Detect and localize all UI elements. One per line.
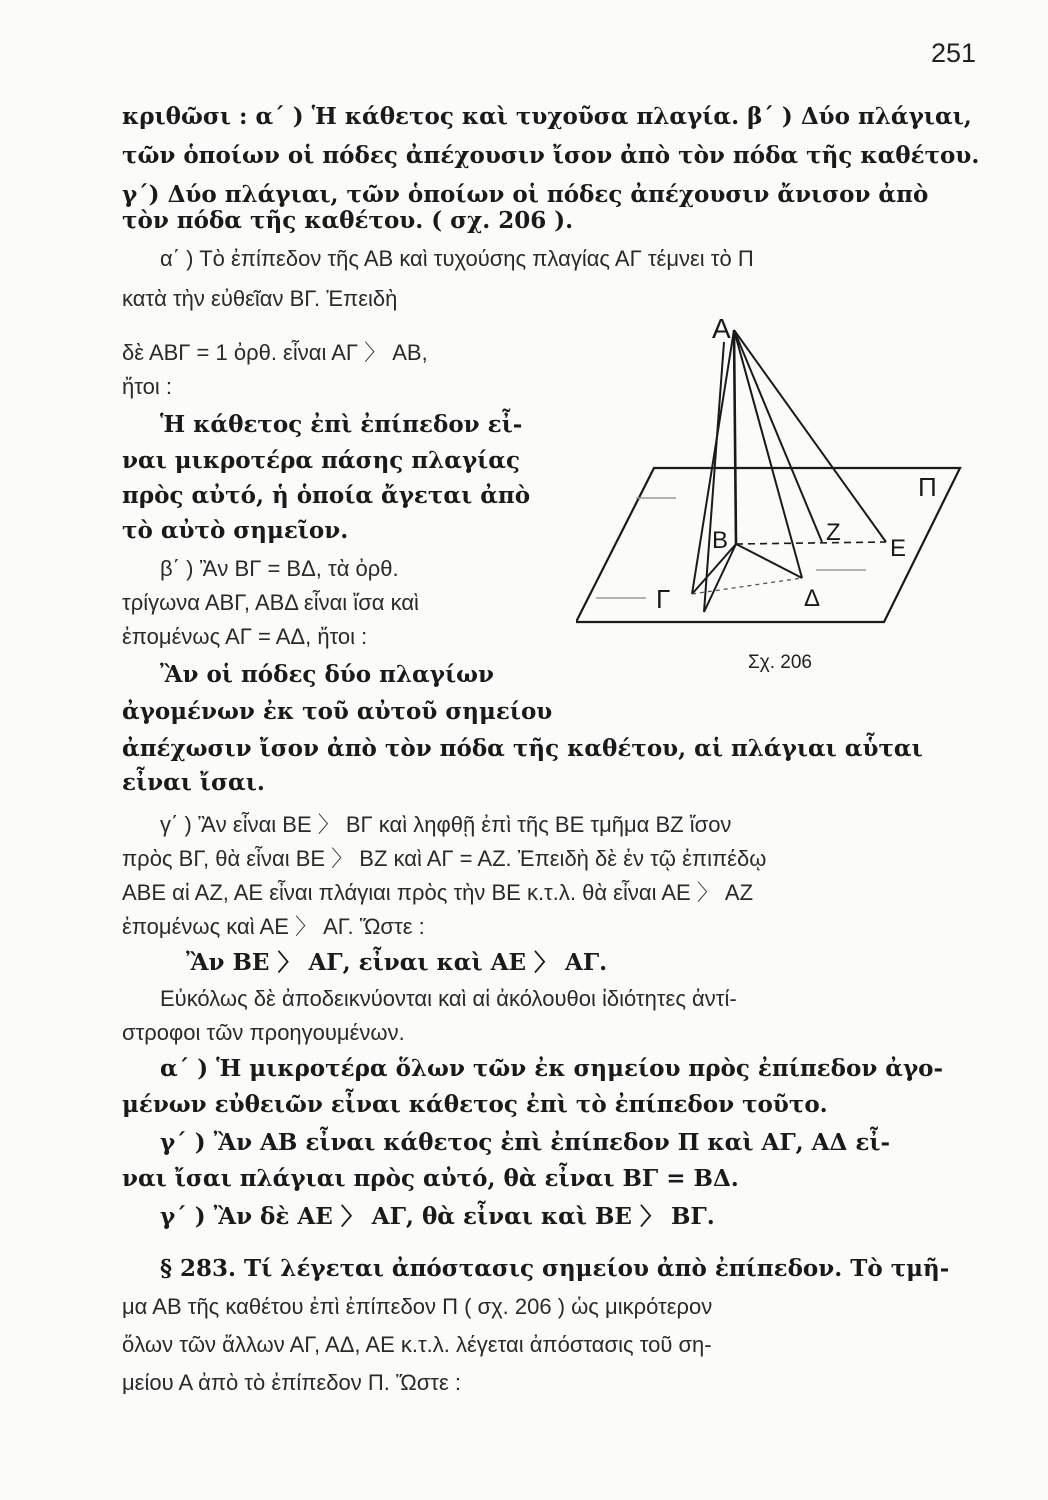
text-line: τὸ αὐτὸ σημεῖον. — [122, 517, 349, 544]
text-line: Εὐκόλως δὲ ἀποδεικνύονται καὶ αἱ ἀκόλουθοι ἰδιότητες ἀντί- — [160, 986, 737, 1011]
text-line: α΄ ) Τὸ ἐπίπεδον τῆς ΑΒ καὶ τυχούσης πλαγίας ΑΓ τέμνει τὸ Π — [160, 246, 754, 271]
text-line: τὸν πόδα τῆς καθέτου. ( σχ. 206 ). — [122, 207, 574, 234]
label-pi: Π — [918, 472, 937, 502]
label-e: Ε — [890, 535, 907, 562]
segment-ab — [734, 330, 736, 544]
segment-gd — [692, 578, 802, 594]
text-line: τῶν ὁποίων οἱ πόδες ἀπέχουσιν ἴσον ἀπὸ τὸν πόδα τῆς καθέτου. — [122, 142, 980, 169]
text-line: ἐπομένως ΑΓ = ΑΔ, ἤτοι : — [122, 624, 368, 649]
text-line: ναι ἴσαι πλάγιαι πρὸς αὐτό, θὰ εἶναι ΒΓ = ΒΔ. — [122, 1165, 739, 1192]
text-line: εἶναι ἴσαι. — [122, 769, 265, 796]
text-line: ἀπέχωσιν ἴσον ἀπὸ τὸν πόδα τῆς καθέτου, αἱ πλάγιαι αὗται — [122, 735, 923, 762]
text-line: ὅλων τῶν ἄλλων ΑΓ, ΑΔ, ΑΕ κ.τ.λ. λέγεται ἀπόστασις τοῦ ση- — [122, 1332, 712, 1357]
text-line: μείου Α ἀπὸ τὸ ἐπίπεδον Π. Ὥστε : — [122, 1370, 462, 1395]
label-d: Δ — [804, 585, 821, 612]
segment-bd — [736, 544, 802, 578]
text-line: δὲ ΑΒΓ = 1 ὀρθ. εἶναι ΑΓ 〉 ΑΒ, — [122, 340, 428, 365]
text-line: πρὸς αὐτό, ἡ ὁποία ἄγεται ἀπὸ — [122, 482, 531, 509]
text-line: β΄ ) Ἂν ΒΓ = ΒΔ, τὰ ὀρθ. — [160, 556, 399, 581]
label-g: Γ — [656, 584, 671, 614]
text-line: § 283. Τί λέγεται ἀπόστασις σημείου ἀπὸ ἐπίπεδον. Τὸ τμῆ- — [160, 1255, 950, 1282]
text-line: γ΄ ) Ἂν δὲ ΑΕ 〉 ΑΓ, θὰ εἶναι καὶ ΒΕ 〉 ΒΓ. — [160, 1203, 715, 1230]
text-line: τρίγωνα ΑΒΓ, ΑΒΔ εἶναι ἴσα καὶ — [122, 590, 419, 615]
text-line: ἤτοι : — [122, 374, 172, 399]
label-z: Ζ — [826, 519, 841, 546]
vertical-plane — [704, 342, 736, 612]
text-line: ΑΒΕ αἱ ΑΖ, ΑΕ εἶναι πλάγιαι πρὸς τὴν ΒΕ κ.τ.λ. θὰ εἶναι ΑΕ 〉 ΑΖ — [122, 880, 754, 905]
text-line: πρὸς ΒΓ, θὰ εἶναι ΒΕ 〉 ΒΖ καὶ ΑΓ = ΑΖ. Ἐπειδὴ δὲ ἐν τῷ ἐπιπέδῳ — [122, 846, 767, 871]
text-line: γ΄) Δύο πλάγιαι, τῶν ὁποίων οἱ πόδες ἀπέχουσιν ἄνισον ἀπὸ — [122, 181, 929, 208]
label-a: Α — [712, 313, 731, 344]
text-line: ναι μικροτέρα πάσης πλαγίας — [122, 447, 520, 474]
segment-ae — [734, 330, 886, 542]
label-b: Β — [712, 527, 729, 554]
text-line: ἀγομένων ἐκ τοῦ αὐτοῦ σημείου — [122, 698, 553, 725]
segment-a-back — [734, 330, 772, 468]
text-line: γ΄ ) Ἂν εἶναι ΒΕ 〉 ΒΓ καὶ ληφθῇ ἐπὶ τῆς ΒΕ τμῆμα ΒΖ ἴσον — [160, 812, 732, 837]
figure-206 — [576, 308, 972, 638]
text-line: Ἡ κάθετος ἐπὶ ἐπίπεδον εἶ- — [160, 411, 523, 438]
segment-be — [736, 542, 886, 544]
text-line: ἐπομένως καὶ ΑΕ 〉 ΑΓ. Ὥστε : — [122, 914, 425, 939]
text-line: γ΄ ) Ἂν ΑΒ εἶναι κάθετος ἐπὶ ἐπίπεδον Π καὶ ΑΓ, ΑΔ εἶ- — [160, 1129, 891, 1156]
text-line: Ἂν ΒΕ 〉 ΑΓ, εἶναι καὶ ΑΕ 〉 ΑΓ. — [186, 949, 608, 976]
page-number: 251 — [930, 38, 976, 68]
text-line: στροφοι τῶν προηγουμένων. — [122, 1020, 405, 1045]
text-line: μένων εὐθειῶν εἶναι κάθετος ἐπὶ τὸ ἐπίπεδον τοῦτο. — [122, 1091, 828, 1118]
text-line: κατὰ τὴν εὐθεῖαν ΒΓ. Ἐπειδὴ — [122, 286, 398, 311]
text-line: Ἂν οἱ πόδες δύο πλαγίων — [160, 661, 494, 688]
figure-caption: Σχ. 206 — [748, 652, 812, 673]
text-line: μα ΑΒ τῆς καθέτου ἐπὶ ἐπίπεδον Π ( σχ. 206 ) ὡς μικρότερον — [122, 1294, 713, 1319]
text-line: κριθῶσι : α΄ ) Ἡ κάθετος καὶ τυχοῦσα πλαγία. β΄ ) Δύο πλάγιαι, — [122, 103, 972, 130]
text-line: α΄ ) Ἡ μικροτέρα ὅλων τῶν ἐκ σημείου πρὸς ἐπίπεδον ἀγο- — [160, 1055, 944, 1082]
